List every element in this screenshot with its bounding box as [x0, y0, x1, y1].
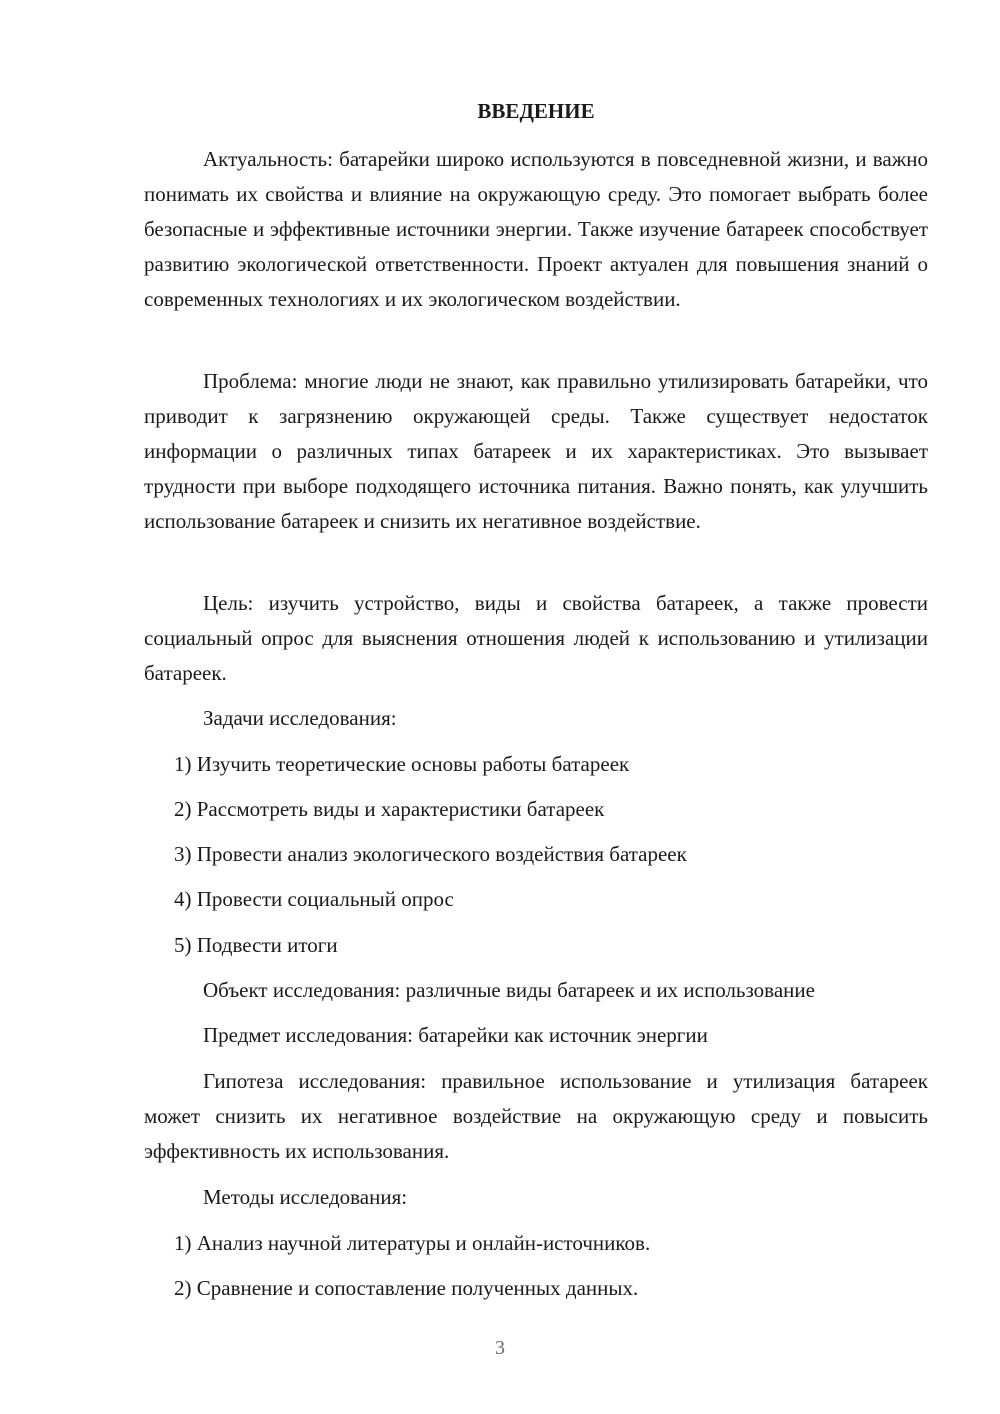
page-title: ВВЕДЕНИЕ: [477, 99, 595, 123]
task-item-5: 5) Подвести итоги: [174, 933, 338, 957]
goal-paragraph: Цель: изучить устройство, виды и свойства батареек, а также провести социальный опрос для выяснения отношения людей к использованию и утилизации батареек.: [144, 591, 928, 685]
task-item-3: 3) Провести анализ экологического воздействия батареек: [174, 842, 687, 866]
methods-label: Методы исследования:: [203, 1185, 408, 1209]
problem-paragraph: Проблема: многие люди не знают, как правильно утилизировать батарейки, что приводит к загрязнению окружающей среды. Также существует недостаток информации о различных типах батареек и их характеристиках. Это вызывает трудности при выборе подходящего источника питания. Важно понять, как улучшить использование батареек и снизить их негативное воздействие.: [144, 369, 928, 533]
task-item-1: 1) Изучить теоретические основы работы батареек: [174, 752, 630, 776]
research-object: Объект исследования: различные виды батареек и их использование: [203, 978, 815, 1002]
task-item-4: 4) Провести социальный опрос: [174, 887, 454, 911]
method-item-1: 1) Анализ научной литературы и онлайн-источников.: [174, 1231, 651, 1255]
method-item-2: 2) Сравнение и сопоставление полученных данных.: [174, 1276, 639, 1300]
task-item-2: 2) Рассмотреть виды и характеристики батареек: [174, 797, 605, 821]
relevance-paragraph: Актуальность: батарейки широко используются в повседневной жизни, и важно понимать их свойства и влияние на окружающую среду. Это помогает выбрать более безопасные и эффективные источники энергии. Также изучение батареек способствует развитию экологической ответственности. Проект актуален для повышения знаний о современных технологиях и их экологическом воздействии.: [144, 147, 928, 311]
tasks-label: Задачи исследования:: [203, 706, 397, 730]
research-subject: Предмет исследования: батарейки как источник энергии: [203, 1023, 708, 1047]
hypothesis-paragraph: Гипотеза исследования: правильное использование и утилизация батареек может снизить их негативное воздействие на окружающую среду и повысить эффективность их использования.: [144, 1069, 928, 1163]
page-number: 3: [495, 1337, 505, 1359]
